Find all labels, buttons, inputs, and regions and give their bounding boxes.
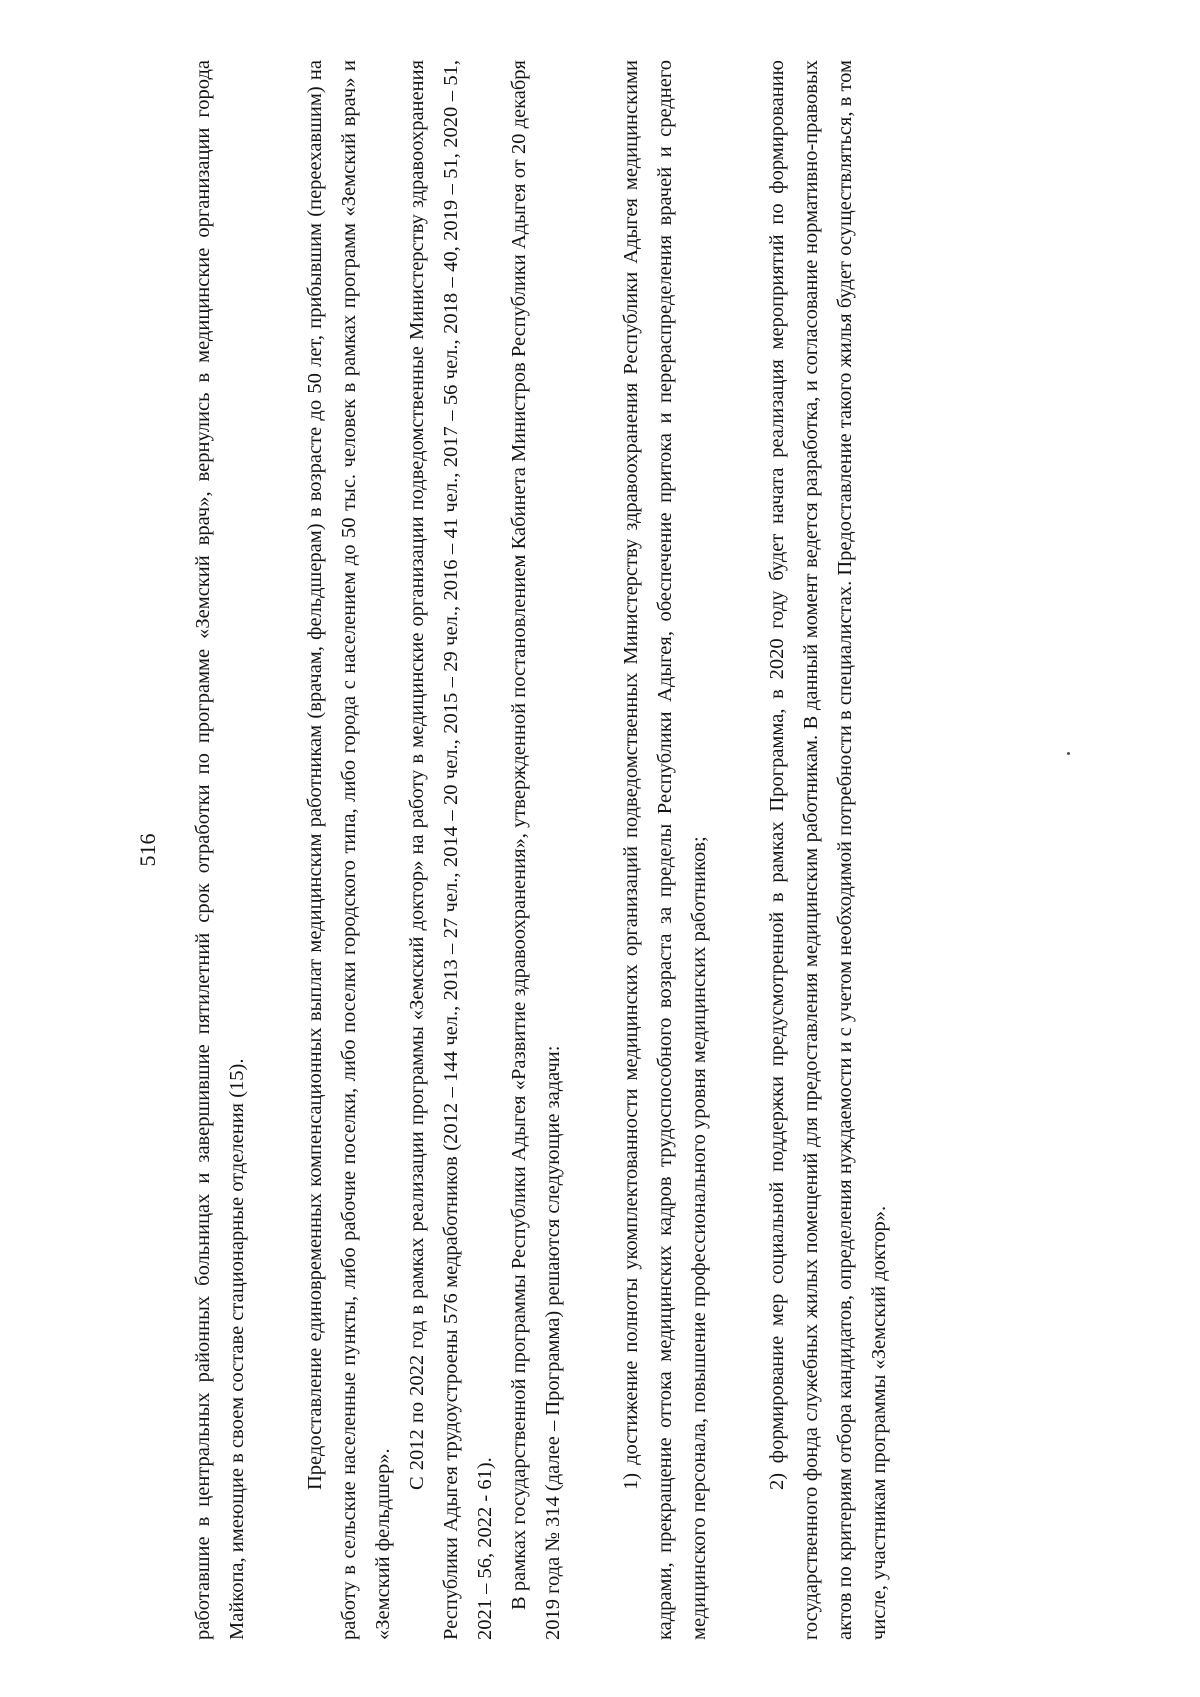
paragraph-task-1: 1) достижение полноты укомплектованности медицинских организаций подведомственных Министерству здравоохранения Республики Адыгея медицинскими кадрами, прекращение оттока медицинских кадров трудоспособного возраста за пределы Республики Адыгея, обеспечение притока и перераспределения врачей и среднего медицинского персонала, повышение профессионального уровня медицинских работников; (620, 60, 710, 1640)
document-body (186, 60, 896, 1640)
paragraph-compensation-payments: Предоставление единовременных компенсационных выплат медицинским работникам (врачам, фельдшерам) в возрасте до 50 лет, прибывшим (переехавшим) на работу в сельские населенные пункты, либо рабочие поселки, либо поселки городского типа, либо города с населением до 50 тыс. человек в рамках программ «Земский врач» и «Земский фельдшер». (304, 60, 394, 1640)
paragraph-task-2: 2) формирование мер социальной поддержки предусмотренной в рамках Программа, в 2020 году будет начата реализация мероприятий по формированию государственного фонда служебных жилых помещений для предоставления медицинским работникам. В данный момент ведется разработка, и согласование нормативно-правовых актов по критериям отбора кандидатов, определения нуждаемости и с учетом необходимой потребности в специалистах. Предоставление такого жилья будет осуществляться, в том числе, участникам программы «Земский доктор». (766, 60, 890, 1640)
paragraph-state-program: В рамках государственной программы Республики Адыгея «Развитие здравоохранения», утвержденной постановлением Кабинета Министров Республики Адыгея от 20 декабря 2019 года № 314 (далее – Программа) решаются следующие задачи: (508, 60, 564, 1640)
scan-speck (1067, 752, 1070, 755)
paragraph-zemsky-doctor-stats: С 2012 по 2022 год в рамках реализации программы «Земский доктор» на работу в медицинские организации подведомственные Министерству здравоохранения Республики Адыгея трудоустроены 576 медработников (2012 – 144 чел., 2013 – 27 чел., 2014 – 20 чел., 2015 – 29 чел., 2016 – 41 чел., 2017 – 56 чел., 2018 – 40, 2019 – 51, 2020 – 51, 2021 – 56, 2022 - 61). (406, 60, 496, 1640)
paragraph-continuation: работавшие в центральных районных больницах и завершившие пятилетний срок отработки по программе «Земский врач», вернулись в медицинские организации города Майкопа, имеющие в своем составе стационарные отделения (15). (192, 60, 248, 1640)
page-number: 516 (135, 833, 160, 867)
rotated-content (135, 60, 1040, 1640)
